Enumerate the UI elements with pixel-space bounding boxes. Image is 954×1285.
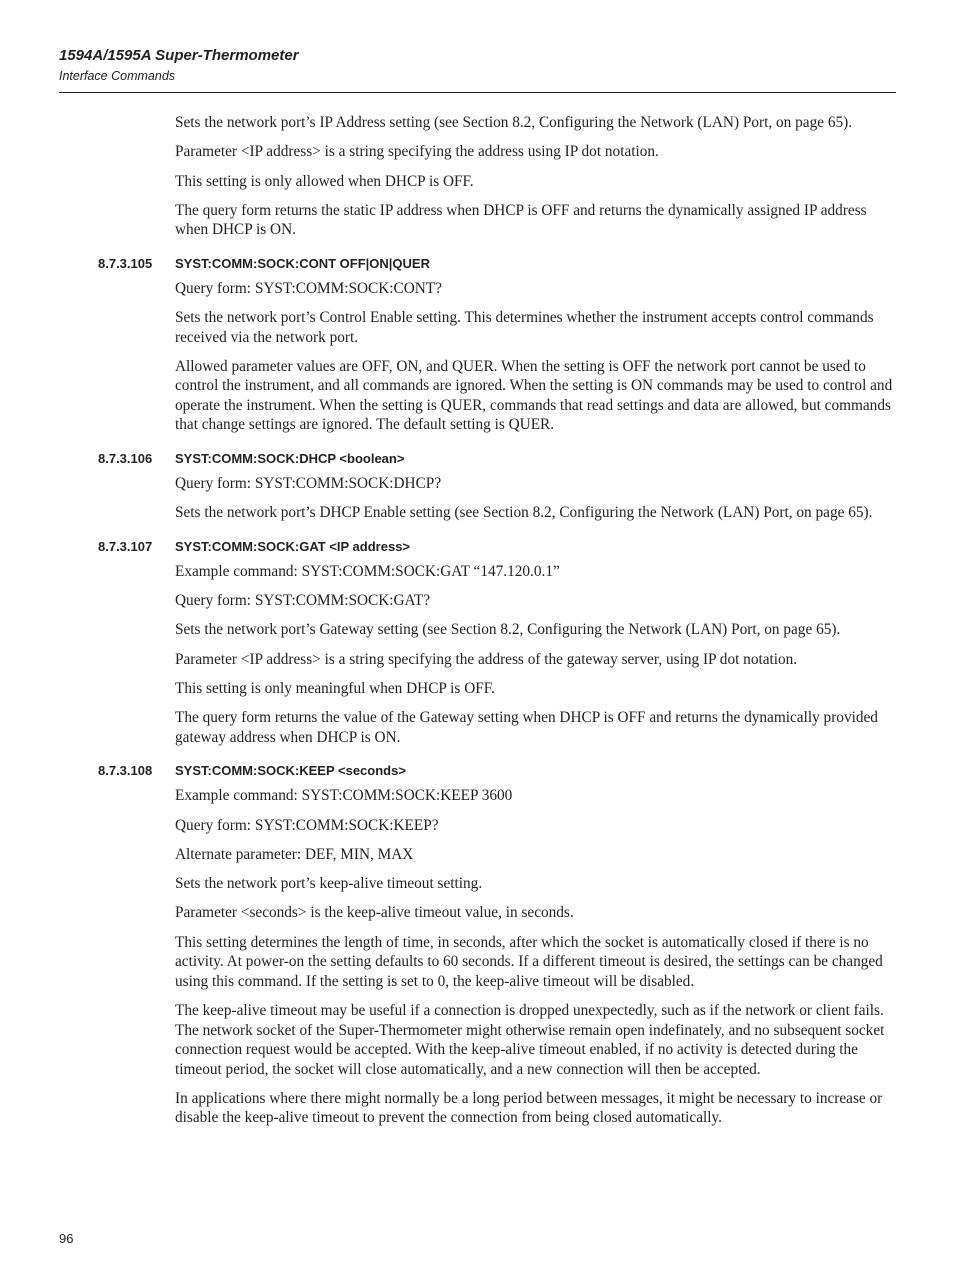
paragraph: Example command: SYST:COMM:SOCK:GAT “147.120.0.1” xyxy=(175,562,560,580)
paragraph: Allowed parameter values are OFF, ON, and QUER. When the setting is OFF the network port cannot be used to control the instrument, and all commands are ignored. When the setting is ON commands may be used to control and operate the instrument. When the setting is QUER, commands that read settings and data are allowed, but commands that change settings are ignored. The default setting is QUER. xyxy=(175,357,893,434)
intro-block xyxy=(175,113,895,240)
paragraph: Sets the network port’s Gateway setting (see Section 8.2, Configuring the Network (LAN) Port, on page 65). xyxy=(175,621,841,639)
section-heading xyxy=(98,255,895,273)
section-8-7-3-105 xyxy=(98,255,895,435)
header-divider xyxy=(59,92,896,93)
paragraph: Query form: SYST:COMM:SOCK:CONT? xyxy=(175,279,442,297)
section-title: SYST:COMM:SOCK:GAT <IP address> xyxy=(175,538,411,554)
paragraph: This setting is only allowed when DHCP is OFF. xyxy=(175,172,474,190)
section-title: SYST:COMM:SOCK:DHCP <boolean> xyxy=(175,450,405,466)
section-8-7-3-107 xyxy=(98,538,895,747)
paragraph: Sets the network port’s Control Enable setting. This determines whether the instrument accepts control commands received via the network port. xyxy=(175,309,874,346)
chapter-subtitle: Interface Commands xyxy=(59,69,176,83)
paragraph: Query form: SYST:COMM:SOCK:KEEP? xyxy=(175,816,439,834)
section-number: 8.7.3.107 xyxy=(98,538,153,554)
section-8-7-3-106 xyxy=(98,450,895,523)
section-heading xyxy=(98,450,895,468)
paragraph: Parameter <seconds> is the keep-alive timeout value, in seconds. xyxy=(175,904,574,922)
paragraph: Sets the network port’s keep-alive timeout setting. xyxy=(175,875,483,893)
section-title: SYST:COMM:SOCK:KEEP <seconds> xyxy=(175,763,406,779)
paragraph: Parameter <IP address> is a string specifying the address of the gateway server, using IP dot notation. xyxy=(175,650,798,668)
section-title: SYST:COMM:SOCK:CONT OFF|ON|QUER xyxy=(175,255,430,271)
section-number: 8.7.3.105 xyxy=(98,255,153,271)
paragraph: Sets the network port’s DHCP Enable setting (see Section 8.2, Configuring the Network (LAN) Port, on page 65). xyxy=(175,504,873,522)
section-number: 8.7.3.106 xyxy=(98,450,153,466)
section-number: 8.7.3.108 xyxy=(98,763,153,779)
paragraph: Alternate parameter: DEF, MIN, MAX xyxy=(175,845,414,863)
paragraph: The query form returns the value of the Gateway setting when DHCP is OFF and returns the dynamically provided gateway address when DHCP is ON. xyxy=(175,709,878,746)
paragraph: Example command: SYST:COMM:SOCK:KEEP 3600 xyxy=(175,787,513,805)
paragraph: In applications where there might normally be a long period between messages, it might be necessary to increase or disable the keep-alive timeout to prevent the connection from being closed automatically. xyxy=(175,1089,883,1127)
paragraph: Query form: SYST:COMM:SOCK:DHCP? xyxy=(175,474,442,492)
paragraph: Sets the network port’s IP Address setting (see Section 8.2, Configuring the Network (LAN) Port, on page 65). xyxy=(175,114,853,131)
section-8-7-3-108 xyxy=(98,762,895,1128)
page-body xyxy=(98,113,895,1138)
section-heading xyxy=(98,538,895,556)
page-number: 96 xyxy=(59,1231,74,1246)
paragraph: Query form: SYST:COMM:SOCK:GAT? xyxy=(175,592,431,610)
paragraph: Parameter <IP address> is a string specifying the address using IP dot notation. xyxy=(175,143,659,161)
paragraph: The query form returns the static IP address when DHCP is OFF and returns the dynamically assigned IP address when DHCP is ON. xyxy=(175,201,867,239)
section-heading xyxy=(98,762,895,780)
document-title: 1594A/1595A Super-Thermometer xyxy=(59,47,299,64)
paragraph: The keep-alive timeout may be useful if a connection is dropped unexpectedly, such as if the network or client fails. The network socket of the Super-Thermometer might otherwise remain open indefinately, and no subsequent socket connection request would be accepted. With the keep-alive timeout enabled, if no activity is detected during the timeout period, the socket will close automatically, and a new connection will then be accepted. xyxy=(175,1002,885,1078)
paragraph: This setting determines the length of time, in seconds, after which the socket is automatically closed if there is no activity. At power-on the setting defaults to 60 seconds. If a different timeout is desired, the settings can be changed using this command. If the setting is set to 0, the keep-alive timeout will be disabled. xyxy=(175,933,883,990)
paragraph: This setting is only meaningful when DHCP is OFF. xyxy=(175,679,495,697)
